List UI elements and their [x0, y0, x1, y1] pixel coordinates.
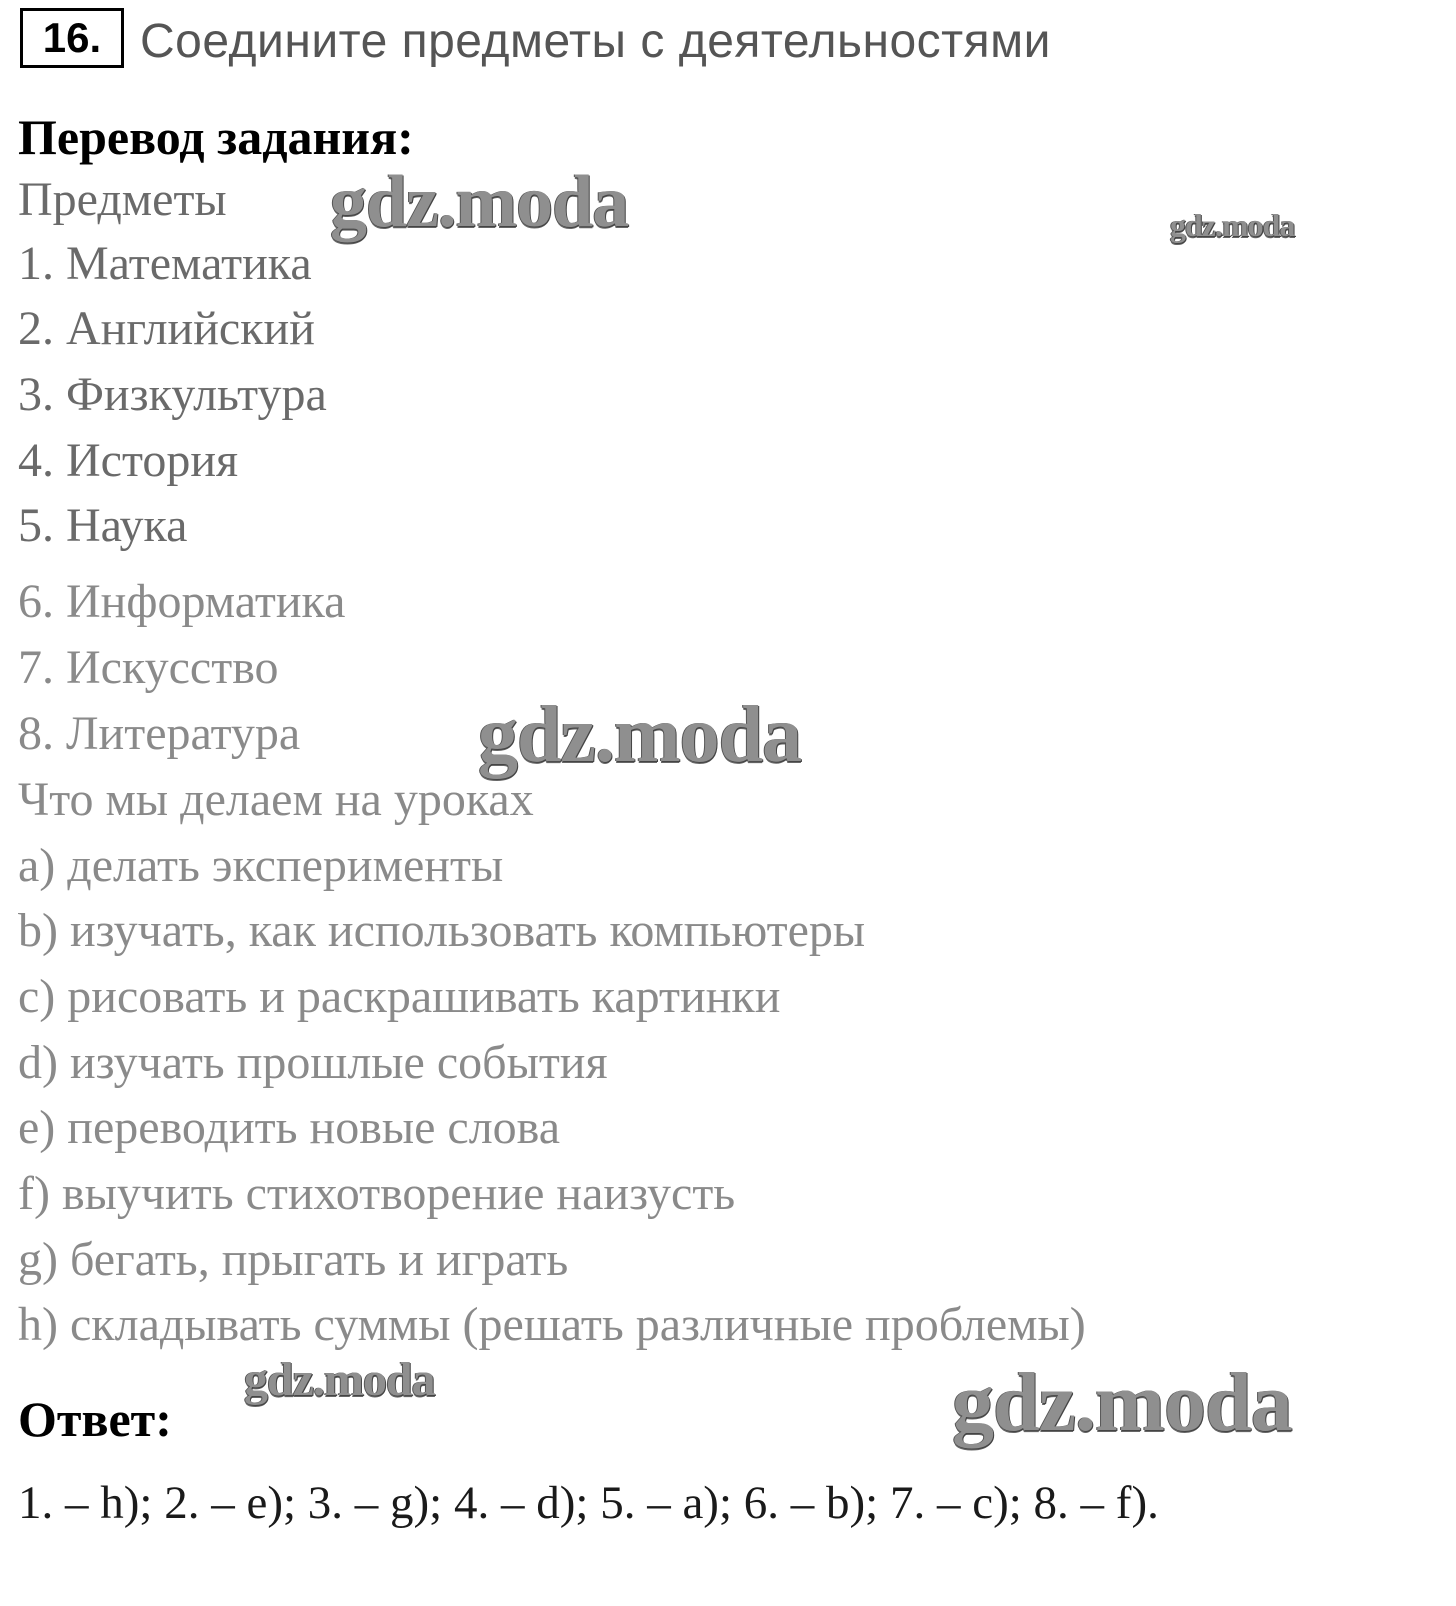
activity-item: e) переводить новые слова	[18, 1101, 561, 1154]
watermark: gdz.moda	[330, 161, 629, 243]
subject-item: 3. Физкультура	[18, 368, 327, 421]
activity-item: g) бегать, прыгать и играть	[18, 1233, 569, 1286]
watermark: gdz.moda	[478, 691, 802, 779]
watermark: gdz.moda	[1170, 207, 1295, 243]
activity-item: a) делать эксперименты	[18, 839, 504, 892]
task-title: Соедините предметы с деятельностями	[140, 15, 1051, 68]
subject-item: 7. Искусство	[18, 641, 279, 694]
subjects-heading: Предметы	[18, 173, 227, 226]
subject-item: 8. Литература	[18, 707, 301, 760]
activities-heading: Что мы делаем на уроках	[18, 773, 534, 826]
answer-heading: Ответ:	[18, 1391, 172, 1447]
activity-item: d) изучать прошлые события	[18, 1036, 608, 1089]
translation-heading: Перевод задания:	[18, 109, 414, 165]
subject-item: 1. Математика	[18, 237, 312, 290]
activity-item: c) рисовать и раскрашивать картинки	[18, 970, 781, 1023]
activity-item: h) складывать суммы (решать различные проблемы)	[18, 1298, 1086, 1351]
task-number-box: 16.	[20, 8, 124, 68]
subject-item: 5. Наука	[18, 499, 188, 552]
subject-item: 4. История	[18, 434, 239, 487]
subject-item: 2. Английский	[18, 302, 315, 355]
activity-item: b) изучать, как использовать компьютеры	[18, 904, 866, 957]
activity-item: f) выучить стихотворение наизусть	[18, 1167, 736, 1220]
watermark: gdz.moda	[952, 1356, 1292, 1449]
answer-text: 1. – h); 2. – e); 3. – g); 4. – d); 5. – a); 6. – b); 7. – c); 8. – f).	[18, 1477, 1159, 1529]
watermark: gdz.moda	[244, 1353, 435, 1406]
subject-item: 6. Информатика	[18, 575, 346, 628]
